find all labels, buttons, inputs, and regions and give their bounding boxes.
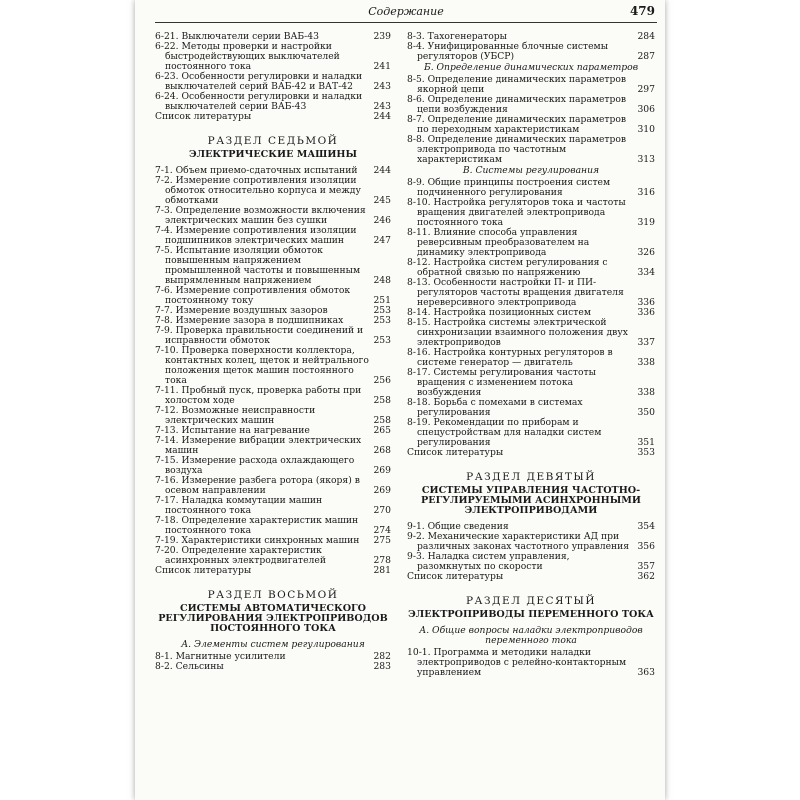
entry-title: Особенности регулировки и наладки выключателей серий ВАБ-42 и ВАТ-42 [165,71,363,92]
entry-title: Список литературы [407,571,504,582]
toc-entry [407,258,655,278]
entry-number: 6-21. [155,31,179,42]
entry-number: 9-3. [407,551,425,562]
entry-number: 7-17. [155,495,179,506]
entry-title: Пробный пуск, проверка работы при холостом ходе [165,385,362,406]
entry-title: Измерение зазора в подшипниках [175,315,344,326]
entry-number: 8-12. [407,257,431,268]
entry-number: 8-19. [407,417,431,428]
entry-number: 7-5. [155,245,173,256]
entry-number: 8-17. [407,367,431,378]
entry-title: Настройка позиционных систем [433,307,591,318]
entry-title: Измерение сопротивления обмоток постоянному току [165,285,351,306]
entry-number: 7-16. [155,475,179,486]
entry-title: Унифицированные блочные системы регуляторов (УБСР) [417,41,609,62]
toc-entry [407,572,655,582]
page-number: 479 [629,4,655,18]
toc-entry [155,226,391,246]
toc-entry [155,72,391,92]
entry-page: 253 [373,305,391,316]
entry-title: Наладка коммутации машин постоянного тока [165,495,323,516]
toc-entry [155,546,391,566]
entry-page: 278 [373,555,391,566]
entry-number: 9-2. [407,531,425,542]
entry-page: 357 [637,561,655,572]
toc-entry [155,176,391,206]
entry-title: Определение характеристик машин постоянного тока [165,515,359,536]
toc-entry [407,448,655,458]
entry-number: 7-18. [155,515,179,526]
section-heading: Б. Определение динамических параметров [423,62,639,73]
entry-number: 8-1. [155,651,173,662]
entry-title: Проверка правильности соединений и исправности обмоток [165,325,364,346]
part-heading: РАЗДЕЛ ДЕСЯТЫЙ [465,595,597,607]
entry-page: 253 [373,315,391,326]
toc-entry [407,135,655,165]
toc-entry [407,178,655,198]
toc-entry [407,348,655,368]
entry-title: Определение динамических параметров цепи возбуждения [417,94,627,115]
entry-number: 8-18. [407,397,431,408]
toc-entry [407,648,655,678]
entry-number: 8-9. [407,177,425,188]
entry-number: 8-13. [407,277,431,288]
running-title: Содержание [368,5,444,18]
entry-title: Определение динамических параметров по переходным характеристикам [417,114,627,135]
toc-entry [407,552,655,572]
part-title: ЭЛЕКТРИЧЕСКИЕ МАШИНЫ [189,149,357,160]
toc-entry [155,206,391,226]
entry-page: 338 [637,387,655,398]
entry-page: 248 [373,275,391,286]
entry-title: Испытание изоляции обмоток повышенным напряжением промышленной частоты и повышенным выпрямленным напряжением [165,245,361,286]
entry-title: Измерение разбега ротора (якоря) в осевом направлении [165,475,360,496]
entry-page: 269 [373,485,391,496]
entry-title: Возможные неисправности электрических машин [165,405,316,426]
toc-entry [407,42,655,62]
entry-title: Общие принципы построения систем подчиненного регулирования [417,177,611,198]
entry-number: 8-10. [407,197,431,208]
toc-entry [407,198,655,228]
entry-page: 356 [637,541,655,552]
section-heading: В. Системы регулирования [462,165,600,176]
entry-page: 297 [637,84,655,95]
entry-title: Измерение воздушных зазоров [175,305,328,316]
toc-entry [407,95,655,115]
entry-number: 6-24. [155,91,179,102]
entry-page: 334 [637,267,655,278]
entry-title: Тахогенераторы [427,31,507,42]
entry-title: Выключатели серии ВАБ-43 [181,31,319,42]
entry-number: 7-8. [155,315,173,326]
entry-number: 7-10. [155,345,179,356]
entry-number: 8-2. [155,661,173,672]
entry-number: 7-15. [155,455,179,466]
entry-page: 241 [373,61,391,72]
entry-title: Измерение вибрации электрических машин [165,435,362,456]
entry-title: Настройка системы электрической синхронизации взаимного положения двух электроприводов [417,317,628,348]
entry-title: Наладка систем управления, разомкнутых по скорости [417,551,570,572]
entry-title: Измерение сопротивления изоляции подшипников электрических машин [165,225,357,246]
toc-entry [155,346,391,386]
entry-title: Методы проверки и настройки быстродействующих выключателей постоянного тока [165,41,340,72]
entry-number: 8-14. [407,307,431,318]
entry-title: Измерение сопротивления изоляции обмоток относительно корпуса и между обмотками [165,175,361,206]
toc-entry [155,476,391,496]
entry-page: 310 [637,124,655,135]
entry-number: 8-16. [407,347,431,358]
part-heading: РАЗДЕЛ СЕДЬМОЙ [207,135,339,147]
entry-number: 7-14. [155,435,179,446]
entry-page: 337 [637,337,655,348]
entry-page: 270 [373,505,391,516]
entry-number: 7-13. [155,425,179,436]
toc-entry [155,436,391,456]
entry-page: 336 [637,307,655,318]
entry-page: 354 [637,521,655,532]
entry-title: Характеристики синхронных машин [181,535,360,546]
entry-title: Испытание на нагревание [181,425,310,436]
entry-title: Определение динамических параметров якорной цепи [417,74,627,95]
section-heading: А. Элементы систем регулирования [181,639,365,650]
entry-title: Особенности настройки П- и ПИ-регуляторов частоты вращения двигателя нереверсивного электропривода [417,277,624,308]
entry-page: 258 [373,395,391,406]
toc-entry [155,516,391,536]
entry-page: 247 [373,235,391,246]
toc-entry [155,326,391,346]
entry-page: 274 [373,525,391,536]
entry-page: 281 [373,565,391,576]
entry-title: Список литературы [155,565,252,576]
entry-number: 8-15. [407,317,431,328]
toc-entry [407,278,655,308]
entry-page: 336 [637,297,655,308]
entry-page: 256 [373,375,391,386]
entry-page: 363 [637,667,655,678]
entry-number: 7-3. [155,205,173,216]
entry-title: Определение возможности включения электрических машин без сушки [165,205,366,226]
entry-page: 283 [373,661,391,672]
entry-page: 245 [373,195,391,206]
entry-page: 244 [373,165,391,176]
entry-number: 10-1. [407,647,431,658]
entry-page: 316 [637,187,655,198]
entry-title: Список литературы [155,111,252,122]
entry-page: 243 [373,101,391,112]
entry-title: Особенности регулировки и наладки выключателей серии ВАБ-43 [165,91,363,112]
entry-number: 7-11. [155,385,179,396]
entry-page: 319 [637,217,655,228]
entry-page: 338 [637,357,655,368]
entry-page: 326 [637,247,655,258]
entry-page: 268 [373,445,391,456]
toc-entry [155,286,391,306]
entry-number: 8-5. [407,74,425,85]
part-heading: РАЗДЕЛ ДЕВЯТЫЙ [466,471,596,483]
toc-entry [407,398,655,418]
entry-page: 284 [637,31,655,42]
page-header [155,0,657,23]
section-heading: А. Общие вопросы наладки электроприводов переменного тока [419,625,643,646]
entry-page: 244 [373,111,391,122]
entry-page: 353 [637,447,655,458]
toc-entry [407,418,655,448]
part-title: СИСТЕМЫ УПРАВЛЕНИЯ ЧАСТОТНО-РЕГУЛИРУЕМЫМИ АСИНХРОННЫМИ ЭЛЕКТРОПРИВОДАМИ [421,485,641,516]
entry-number: 7-6. [155,285,173,296]
toc-entry [407,75,655,95]
entry-number: 7-19. [155,535,179,546]
entry-number: 7-2. [155,175,173,186]
toc-entry [407,318,655,348]
toc-entry [407,115,655,135]
entry-number: 6-23. [155,71,179,82]
entry-page: 258 [373,415,391,426]
entry-page: 239 [373,31,391,42]
entry-number: 8-7. [407,114,425,125]
entry-title: Общие сведения [427,521,509,532]
toc-entry [155,662,391,672]
entry-title: Программа и методики наладки электроприводов с релейно-контакторным управлением [417,647,627,678]
part-title: СИСТЕМЫ АВТОМАТИЧЕСКОГО РЕГУЛИРОВАНИЯ ЭЛЕКТРОПРИВОДОВ ПОСТОЯННОГО ТОКА [158,603,388,634]
entry-page: 362 [637,571,655,582]
entry-number: 7-9. [155,325,173,336]
toc-entry [155,112,391,122]
entry-title: Определение динамических параметров электропривода по частотным характеристикам [417,134,627,165]
entry-title: Определение характеристик асинхронных электродвигателей [165,545,326,566]
entry-title: Настройка систем регулирования с обратной связью по напряжению [417,257,608,278]
toc-entry [155,42,391,72]
toc-entry [407,228,655,258]
entry-number: 7-7. [155,305,173,316]
entry-page: 350 [637,407,655,418]
entry-title: Измерение расхода охлаждающего воздуха [165,455,355,476]
entry-title: Список литературы [407,447,504,458]
entry-number: 7-1. [155,165,173,176]
entry-page: 306 [637,104,655,115]
entry-page: 253 [373,335,391,346]
document-page [135,0,665,800]
toc-entry [155,566,391,576]
entry-title: Механические характеристики АД при различных законах частотного управления [417,531,630,552]
toc-entry [155,246,391,286]
part-title: ЭЛЕКТРОПРИВОДЫ ПЕРЕМЕННОГО ТОКА [408,609,654,620]
entry-page: 265 [373,425,391,436]
left-column [155,32,391,800]
entry-page: 313 [637,154,655,165]
toc-entry [155,496,391,516]
entry-title: Проверка поверхности коллектора, контактных колец, щеток и нейтрального положения щеток машин постоянного тока [165,345,369,386]
toc-entry [155,456,391,476]
entry-number: 7-4. [155,225,173,236]
entry-page: 246 [373,215,391,226]
entry-page: 243 [373,81,391,92]
entry-number: 9-1. [407,521,425,532]
entry-page: 251 [373,295,391,306]
toc-entry [155,92,391,112]
part-heading: РАЗДЕЛ ВОСЬМОЙ [207,589,339,601]
entry-title: Системы регулирования частоты вращения с изменением потока возбуждения [417,367,596,398]
entry-number: 7-20. [155,545,179,556]
entry-title: Сельсины [175,661,224,672]
toc-entry [407,368,655,398]
entry-number: 8-11. [407,227,431,238]
entry-title: Магнитные усилители [175,651,286,662]
entry-page: 282 [373,651,391,662]
entry-number: 6-22. [155,41,179,52]
right-column [407,32,655,800]
entry-number: 7-12. [155,405,179,416]
entry-number: 8-4. [407,41,425,52]
toc-entry [155,386,391,406]
entry-title: Рекомендации по приборам и спецустройствам для наладки систем регулирования [417,417,602,448]
entry-page: 287 [637,51,655,62]
entry-page: 351 [637,437,655,448]
entry-page: 275 [373,535,391,546]
entry-title: Борьба с помехами в системах регулирования [417,397,583,418]
entry-number: 8-8. [407,134,425,145]
entry-number: 8-3. [407,31,425,42]
entry-title: Настройка контурных регуляторов в системе генератор — двигатель [417,347,613,368]
toc-entry [155,406,391,426]
entry-number: 8-6. [407,94,425,105]
toc-entry [407,532,655,552]
entry-title: Настройка регуляторов тока и частоты вращения двигателей электропривода постоянного тока [417,197,626,228]
entry-title: Влияние способа управления реверсивным преобразователем на динамику электропривода [417,227,590,258]
entry-page: 269 [373,465,391,476]
entry-title: Объем приемо-сдаточных испытаний [175,165,358,176]
